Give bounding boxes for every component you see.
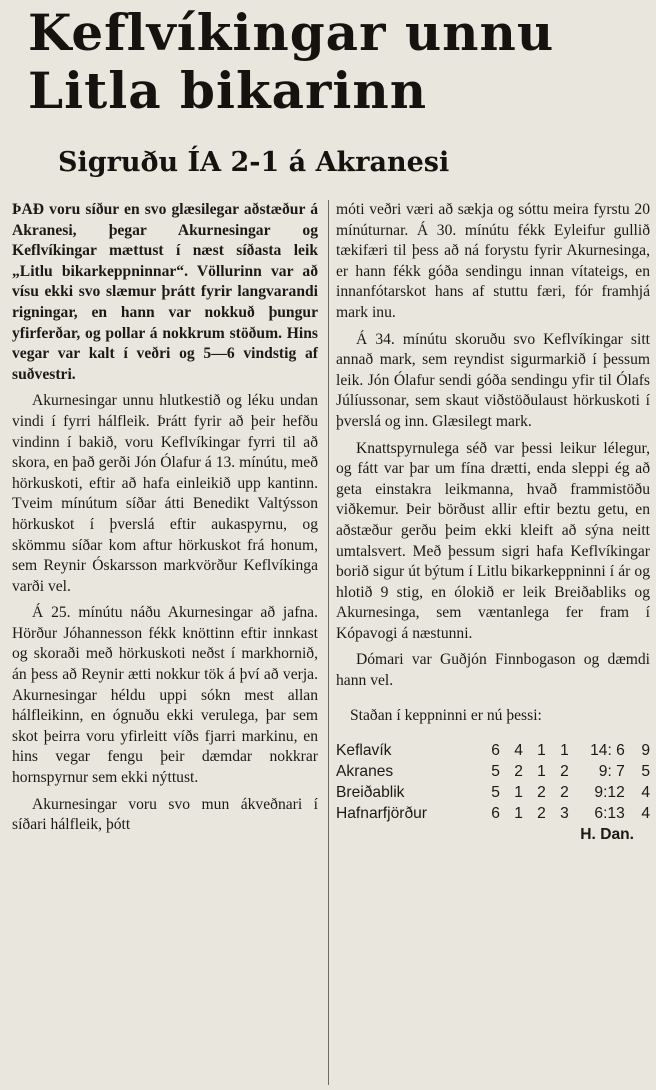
author-signature: H. Dan. [580,826,634,844]
column-divider [328,200,329,1085]
paragraph: Knattspyrnulega séð var þessi leikur lélegur, og fátt var þar um fína drætti, enda sleppi ég að geta einstakra leikmanna, hvað frammistöðu viðkemur. Þeir börðust allir eftir beztu getu, en aðstæður gerðu þeim ekki kleift að sýna neitt umtalsvert. Með þessum sigri hafa Keflvíkingar borið sigur út býtum í Litlu bikarkeppninni í ár og hlotið 9 stig, en ólokið er leik Breiðabliks og Akurnesinga, sem væntanlega fer fram í Kópavogi á næstunni. [336,439,650,642]
losses: 2 [560,763,569,781]
wins: 1 [514,784,523,802]
goal-difference: 9: 7 [598,763,625,781]
paragraph: Á 34. mínútu skoruðu svo Keflvíkingar sitt annað mark, sem reyndist sigurmarkið í þessum leik. Jón Ólafur sendi góða sendingu yfir til Ólafs Júlíussonar, sem skaut viðstöðulaust hörkuskoti í þverslá og inn. Glæsilegt mark. [336,330,650,430]
draws: 1 [537,763,546,781]
lead-paragraph: ÞAÐ voru síður en svo glæsilegar aðstæður á Akranesi, þegar Akurnesingar og Keflvíkingar mættust í næst síðasta leik „Litlu bikarkeppninnar“. Völlurinn var að vísu ekki svo slæmur þrátt fyrir langvarandi rigningar, en hann var nokkuð þungur yfirferðar, og pollar á nokkrum stöðum. Hins vegar var kalt í veðri og 5—6 vindstig af suðvestri. [12,201,318,383]
games-played: 5 [491,784,500,802]
points: 9 [641,742,650,760]
wins: 2 [514,763,523,781]
headline: Keflvíkingar unnu Litla bikarinn [28,3,555,120]
games-played: 5 [491,763,500,781]
table-row [336,740,650,761]
table-row [336,803,650,824]
points: 4 [641,784,650,802]
draws: 1 [537,742,546,760]
table-row [336,761,650,782]
points: 5 [641,763,650,781]
article-column-left [12,200,318,842]
standings-table [336,740,650,824]
table-row [336,782,650,803]
article-column-right [336,200,650,846]
subheadline: Sigruðu ÍA 2-1 á Akranesi [58,147,450,178]
referee-paragraph: Dómari var Guðjón Finnbogason og dæmdi hann vel. [336,651,650,690]
team-name: Hafnarfjörður [336,805,428,823]
standings-title: Staðan í keppninni er nú þessi: [350,706,542,724]
team-name: Akranes [336,763,394,781]
paragraph-continued: móti veðri væri að sækja og sóttu meira fyrstu 20 mínúturnar. Á 30. mínútu fékk Eyleifur gullið tækifæri til þess að ná forystu fyrir Akurnesinga, er hann fékk góða sendingu innan vítateigs, en innanfótarskot hans af stuttu færi, fór framhjá mark inu. [336,201,650,321]
team-name: Keflavík [336,742,392,760]
draws: 2 [537,805,546,823]
losses: 3 [560,805,569,823]
draws: 2 [537,784,546,802]
goal-difference: 14: 6 [590,742,625,760]
paragraph: Á 25. mínútu náðu Akurnesingar að jafna. Hörður Jóhannesson fékk knöttinn eftir innkast og skoraði með hörkuskoti neðst í markhornið, án þess að Reynir ætti nokkur tök á því að verja. Akurnesingar héldu uppi sókn mest allan hálfleikinn, en ógnuðu ekki verulega, þar sem skot þeirra voru yfirleitt víðs fjarri markinu, en hins vegar fengu þeir dæmdar nokkrar hornspyrnur sem ekki nýttust. [12,604,318,787]
wins: 1 [514,805,523,823]
losses: 2 [560,784,569,802]
wins: 4 [514,742,523,760]
goal-difference: 6:13 [594,805,625,823]
paragraph: Akurnesingar unnu hlutkestið og léku undan vindi í fyrri hálfleik. Þrátt fyrir að þeir hefðu vindinn í bakið, voru Keflvíkingar fyrri til að skora, en það gerði Jón Ólafur á 13. mínútu, með hörkuskoti, eftir að hafa einleikið upp kantinn. Tveim mínútum síðar átti Benedikt Valtýsson hörkuskot í þverslá eftir aukaspyrnu, og skömmu síðar kom aftur hörkuskot frá honum, sem Reynir Óskarsson markvörður Keflvíkinga varði vel. [12,392,318,595]
paragraph: Akurnesingar voru svo mun ákveðnari í síðari hálfleik, þótt [12,795,318,834]
losses: 1 [560,742,569,760]
team-name: Breiðablik [336,784,405,802]
games-played: 6 [491,805,500,823]
games-played: 6 [491,742,500,760]
goal-difference: 9:12 [594,784,625,802]
points: 4 [641,805,650,823]
